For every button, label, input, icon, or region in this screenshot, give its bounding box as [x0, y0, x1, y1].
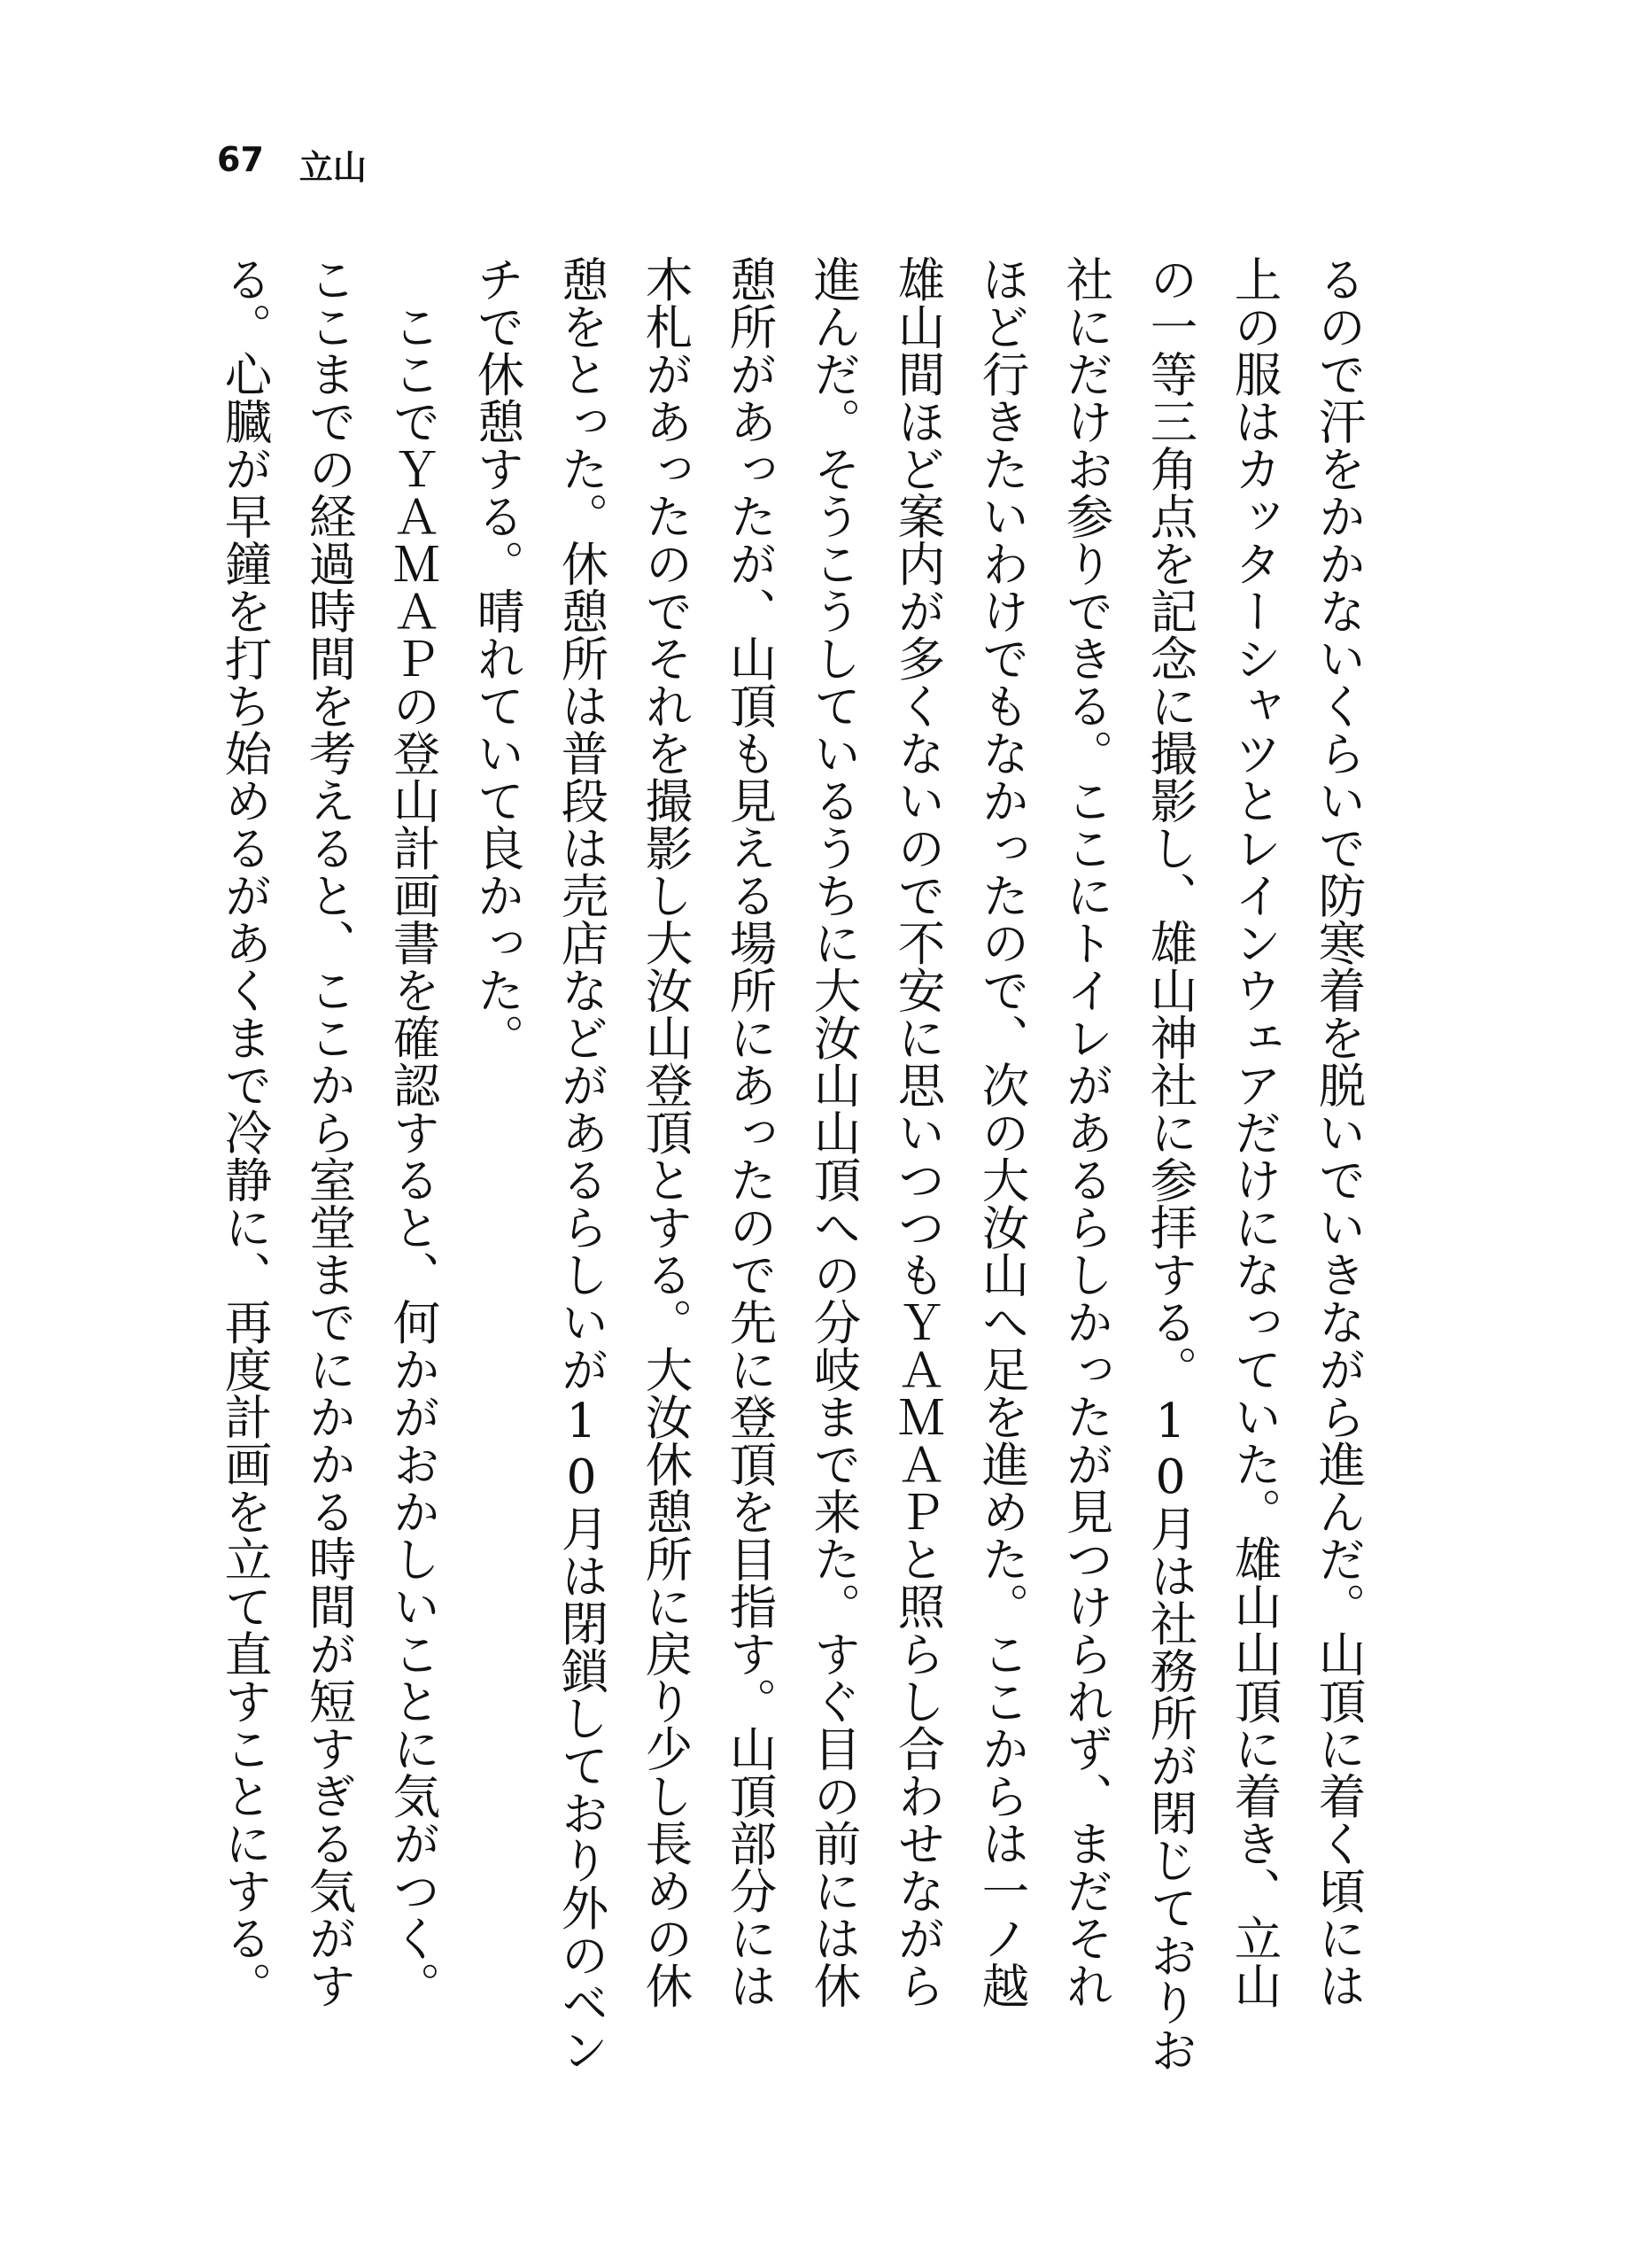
text-column: 社にだけお参りできる。ここにトイレがあるらしかったが見つけられず、まだそれ: [1058, 255, 1114, 2009]
text-column: ここでＹＡＭＡＰの登山計画書を確認すると、何かがおかしいことに気がつく。: [385, 255, 441, 2009]
text-column: 憩所があったが、山頂も見える場所にあったので先に登頂を目指す。山頂部分には: [722, 255, 778, 2009]
text-column: 憩をとった。休憩所は普段は売店などがあるらしいが10月は閉鎖しており外のベン: [554, 255, 609, 2073]
chapter-title: 立山: [298, 148, 367, 187]
text-column: 木札があったのでそれを撮影し大汝山登頂とする。大汝休憩所に戻り少し長めの休: [638, 255, 694, 2009]
page-number: 67: [217, 140, 264, 179]
text-column: の一等三角点を記念に撮影し、雄山神社に参拝する。10月は社務所が閉じておりお: [1143, 255, 1198, 2073]
running-header: [217, 140, 367, 189]
text-column: 雄山間ほど案内が多くないので不安に思いつつもＹＡＭＡＰと照らし合わせながら: [890, 255, 946, 2009]
text-column: チで休憩する。晴れていて良かった。: [469, 255, 525, 1061]
text-column: 上の服はカッターシャツとレインウェアだけになっていた。雄山山頂に着き、立山: [1227, 255, 1282, 2009]
text-column: る。心臓が早鐘を打ち始めるがあくまで冷静に、再度計画を立て直すことにする。: [217, 255, 273, 2009]
text-column: ほど行きたいわけでもなかったので、次の大汝山へ足を進めた。ここからは一ノ越: [974, 255, 1030, 2009]
text-column: ここまでの経過時間を考えると、ここから室堂までにかかる時間が短すぎる気がす: [301, 255, 357, 2009]
text-column: 進んだ。そうこうしているうちに大汝山山頂への分岐まで来た。すぐ目の前には休: [806, 255, 862, 2009]
text-column: るので汗をかかないくらいで防寒着を脱いでいきながら進んだ。山頂に着く頃には: [1311, 255, 1367, 2009]
